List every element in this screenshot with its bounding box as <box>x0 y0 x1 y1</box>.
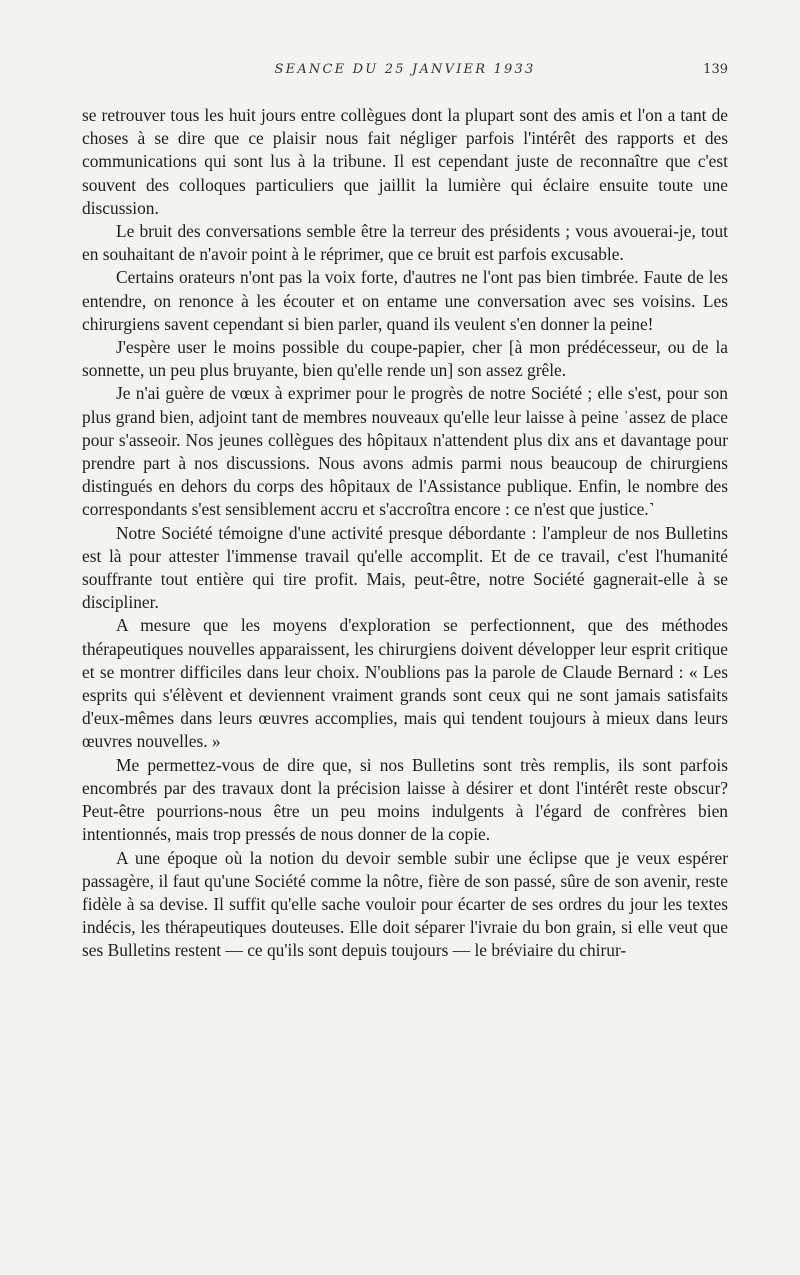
paragraph: A mesure que les moyens d'exploration se perfectionnent, que des méthodes thérapeutiques nouvelles apparaissent, les chirurgiens doivent développer leur esprit critique et se montrer difficiles dans leur choix. N'oublions pas la parole de Claude Bernard : « Les esprits qui s'élèvent et deviennent vraiment grands sont ceux qui ne sont jamais satisfaits d'eux-mêmes dans leurs œuvres accomplies, mais qui tendent toujours à mieux dans leurs œuvres nouvelles. » <box>82 615 728 752</box>
page-number: 139 <box>703 62 728 77</box>
running-title: SEANCE DU 25 JANVIER 1933 <box>274 62 536 77</box>
paragraph: Certains orateurs n'ont pas la voix forte, d'autres ne l'ont pas bien timbrée. Faute de les entendre, on renonce à les écouter et on entame une conversation avec ses voisins. Les chirurgiens savent cependant si bien parler, quand ils veulent s'en donner la peine! <box>82 267 728 334</box>
paragraph: Notre Société témoigne d'une activité presque débordante : l'ampleur de nos Bulletins est là pour attester l'immense travail qu'elle accomplit. Et de ce travail, c'est l'humanité souffrante tout entière qui tire profit. Mais, peut-être, notre Société gagnerait-elle à se discipliner. <box>82 522 728 613</box>
paragraph: A une époque où la notion du devoir semble subir une éclipse que je veux espérer passagère, il faut qu'une Société comme la nôtre, fière de son passé, sûre de son avenir, reste fidèle à sa devise. Il suffit qu'elle sache vouloir pour écarter de ses ordres du jour les textes indécis, les thérapeutiques douteuses. Elle doit séparer l'ivraie du bon grain, si elle veut que ses Bulletins restent — ce qu'ils sont depuis toujours — le bréviaire du chirur- <box>82 847 728 961</box>
paragraph: Le bruit des conversations semble être la terreur des présidents ; vous avouerai-je, tout en souhaitant de n'avoir point à le réprimer, que ce bruit est parfois excusable. <box>82 221 728 265</box>
paragraph: Je n'ai guère de vœux à exprimer pour le progrès de notre Société ; elle s'est, pour son plus grand bien, adjoint tant de membres nouveaux qu'elle leur laisse à peine ˈassez de place pour s'asseoir. Nos jeunes collègues des hôpitaux n'attendent plus dix ans et davantage pour prendre part à nos discussions. Nous avons admis parmi nous beaucoup de chirurgiens distingués en dehors du corps des hôpitaux de l'Assistance publique. Enfin, le nombre des correspondants s'est sensiblement accru et s'accroîtra encore : ce n'est que justice.˺ <box>82 383 728 520</box>
running-head <box>82 62 728 82</box>
paragraph: J'espère user le moins possible du coupe-papier, cher [à mon prédécesseur, ou de la sonnette, un peu plus bruyante, bien qu'elle rende un] son assez grêle. <box>82 337 728 381</box>
body-text <box>82 104 728 963</box>
paragraph: Me permettez-vous de dire que, si nos Bulletins sont très remplis, ils sont parfois encombrés par des travaux dont la précision laisse à désirer et dont l'intérêt reste obscur? Peut-être pourrions-nous être un peu moins indulgents à l'égard de confrères bien intentionnés, mais trop pressés de nous donner de la copie. <box>82 754 728 845</box>
paragraph: se retrouver tous les huit jours entre collègues dont la plupart sont des amis et l'on a tant de choses à se dire que ce plaisir nous fait négliger parfois l'intérêt des rapports et des communications qui sont lus à la tribune. Il est cependant juste de reconnaître que c'est souvent des colloques particuliers que jaillit la lumière qui éclaire ensuite toute une discussion. <box>82 105 728 218</box>
